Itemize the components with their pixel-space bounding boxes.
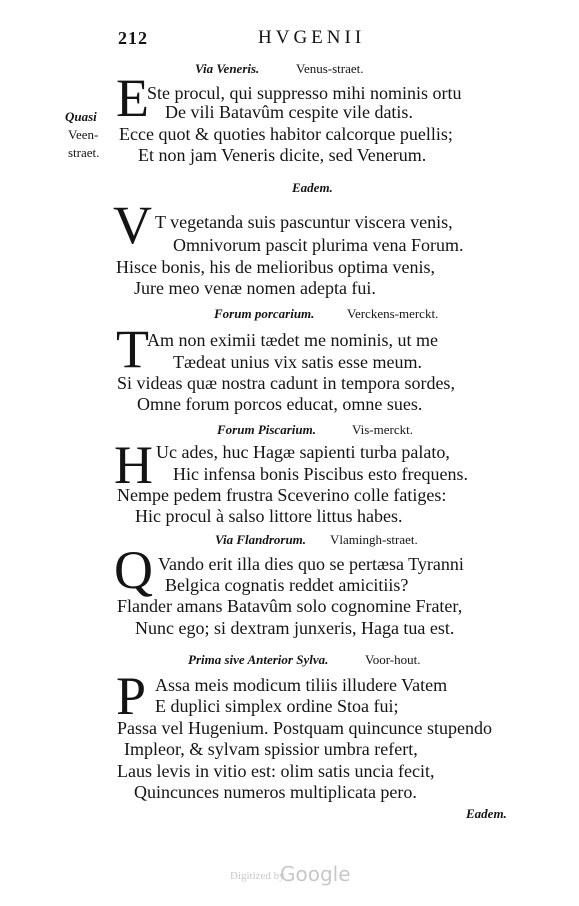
verse-line: Nunc ego; si dextram junxeris, Haga tua est. bbox=[135, 618, 455, 638]
digitized-label: Digitized by bbox=[230, 870, 285, 882]
initial-capital: Q bbox=[114, 540, 153, 600]
poem-dutch-name: Vlamingh-straet. bbox=[330, 532, 418, 547]
margin-note: straet. bbox=[68, 145, 100, 160]
verse-line: Impleor, & sylvam spissior umbra refert, bbox=[124, 739, 418, 759]
poem-title: Eadem. bbox=[292, 180, 333, 195]
poem-title: Via Veneris. bbox=[195, 61, 260, 76]
verse-line: E duplici simplex ordine Stoa fui; bbox=[155, 696, 399, 716]
verse-line: Vando erit illa dies quo se pertæsa Tyranni bbox=[158, 554, 464, 574]
verse-line: Uc ades, huc Hagæ sapienti turba palato, bbox=[156, 442, 450, 462]
running-title: HVGENII bbox=[258, 27, 366, 48]
poem-title: Forum porcarium. bbox=[214, 306, 315, 321]
poem-dutch-name: Venus-straet. bbox=[296, 61, 364, 76]
verse-line: Assa meis modicum tiliis illudere Vatem bbox=[155, 675, 448, 695]
verse-line: Nempe pedem frustra Sceverino colle fatiges: bbox=[117, 485, 447, 505]
verse-line: Si videas quæ nostra cadunt in tempora sordes, bbox=[117, 373, 455, 393]
margin-note: Veen- bbox=[68, 127, 99, 142]
verse-line: T vegetanda suis pascuntur viscera venis, bbox=[155, 212, 453, 232]
verse-line: Hic procul à salso littore littus habes. bbox=[135, 506, 403, 526]
verse-line: Ecce quot & quoties habitor calcorque puellis; bbox=[119, 124, 453, 144]
verse-line: Omnivorum pascit plurima vena Forum. bbox=[173, 235, 464, 255]
catchword: Eadem. bbox=[466, 806, 507, 821]
verse-line: Ste procul, qui suppresso mihi nominis ortu bbox=[147, 83, 462, 103]
verse-line: Laus levis in vitio est: olim satis uncia fecit, bbox=[117, 761, 435, 781]
margin-note: Quasi bbox=[65, 109, 97, 124]
initial-capital: H bbox=[114, 435, 153, 495]
poem-dutch-name: Verckens-merckt. bbox=[347, 306, 439, 321]
verse-line: Hisce bonis, his de melioribus optima venis, bbox=[116, 257, 435, 277]
verse-line: Belgica cognatis reddet amicitiis? bbox=[165, 575, 409, 595]
poem-title: Forum Piscarium. bbox=[217, 422, 316, 437]
initial-capital: E bbox=[116, 68, 149, 128]
poem-title: Via Flandrorum. bbox=[215, 532, 307, 547]
verse-line: De vili Batavûm cespite vile datis. bbox=[165, 102, 413, 122]
poem-dutch-name: Vis-merckt. bbox=[352, 422, 413, 437]
initial-capital: V bbox=[113, 195, 152, 255]
verse-line: Et non jam Veneris dicite, sed Venerum. bbox=[138, 145, 427, 165]
verse-line: Hic infensa bonis Piscibus esto frequens. bbox=[173, 464, 468, 484]
verse-line: Flander amans Batavûm solo cognomine Frater, bbox=[117, 596, 463, 616]
verse-line: Quincunces numeros multiplicata pero. bbox=[134, 782, 417, 802]
initial-capital: P bbox=[116, 666, 147, 726]
verse-line: Passa vel Hugenium. Postquam quincunce stupendo bbox=[117, 718, 492, 738]
verse-line: Jure meo venæ nomen adepta fui. bbox=[134, 278, 376, 298]
page-number: 212 bbox=[118, 28, 148, 48]
initial-capital: T bbox=[116, 319, 149, 379]
verse-line: Omne forum porcos educat, omne sues. bbox=[137, 394, 423, 414]
google-watermark: Google bbox=[280, 862, 351, 886]
verse-line: Tædeat unius vix satis esse meum. bbox=[173, 352, 422, 372]
poem-title: Prima sive Anterior Sylva. bbox=[188, 652, 329, 667]
verse-line: Am non eximii tædet me nominis, ut me bbox=[147, 330, 438, 350]
poem-dutch-name: Voor-hout. bbox=[365, 652, 421, 667]
